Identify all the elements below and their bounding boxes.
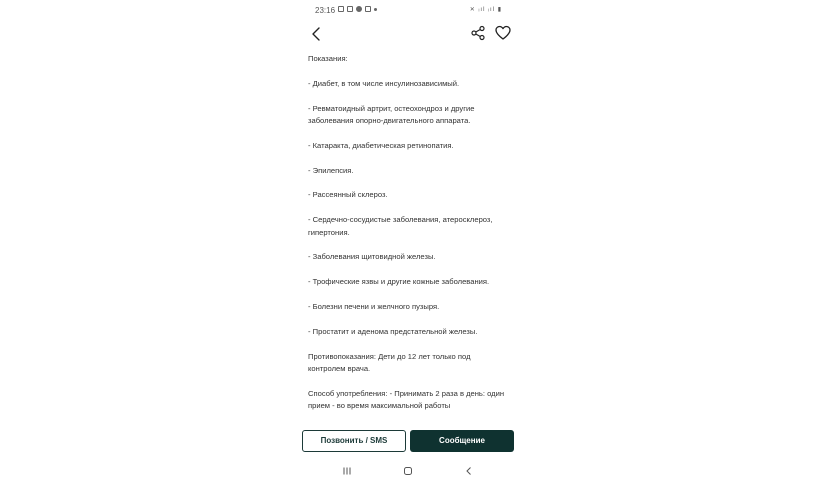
nav-back-icon bbox=[464, 466, 474, 476]
recents-icon bbox=[342, 466, 352, 476]
paragraph: - Заболевания щитовидной железы. bbox=[308, 252, 436, 262]
status-notification-icons bbox=[338, 6, 377, 12]
system-back-button[interactable] bbox=[464, 463, 474, 473]
heart-icon bbox=[494, 24, 512, 42]
description-text bbox=[308, 53, 508, 427]
call-sms-button[interactable]: Позвонить / SMS bbox=[302, 430, 406, 452]
paragraph: Способ употребления: - Принимать 2 раза в день: один прием - во время максимальной работы bbox=[308, 388, 505, 411]
status-bar bbox=[302, 0, 516, 22]
message-button[interactable]: Сообщение bbox=[410, 430, 514, 452]
share-button[interactable] bbox=[469, 24, 487, 42]
paragraph: - Ревматоидный артрит, остеохондроз и другие заболевания опорно-двигательного аппарата. bbox=[308, 103, 475, 125]
recents-button[interactable] bbox=[342, 463, 352, 473]
status-time: 23:16 bbox=[315, 6, 336, 15]
share-icon bbox=[469, 24, 487, 42]
paragraph: - Диабет, в том числе инсулинозависимый. bbox=[308, 78, 460, 88]
paragraph: - Катаракта, диабетическая ретинопатия. bbox=[308, 140, 454, 150]
status-system-icons: ✕ ᵢıl ᵢıl ▮ bbox=[469, 7, 502, 13]
favorite-button[interactable] bbox=[494, 24, 512, 42]
dot-icon bbox=[374, 8, 377, 11]
gallery-icon bbox=[338, 6, 344, 12]
paragraph: Противопоказания: Дети до 12 лет только под контролем врача. bbox=[308, 351, 471, 373]
bottom-actions bbox=[302, 430, 516, 452]
paragraph: Показания: bbox=[308, 54, 348, 63]
home-button[interactable] bbox=[403, 463, 413, 473]
back-button[interactable] bbox=[308, 25, 326, 43]
instagram-icon bbox=[365, 6, 371, 12]
app-bar bbox=[302, 22, 516, 46]
paragraph: - Эпилепсия. bbox=[308, 165, 354, 175]
home-icon bbox=[403, 466, 413, 476]
paragraph: - Трофические язвы и другие кожные заболевания. bbox=[308, 277, 490, 287]
paragraph: - Простатит и аденома предстательной железы. bbox=[308, 326, 478, 336]
back-arrow-icon bbox=[308, 25, 326, 43]
paragraph: - Сердечно-сосудистые заболевания, атеросклероз, гипертония. bbox=[308, 215, 493, 237]
paragraph: - Рассеянный склероз. bbox=[308, 190, 388, 200]
whatsapp-icon bbox=[356, 6, 362, 12]
system-nav-bar bbox=[302, 458, 516, 478]
paragraph: - Болезни печени и желчного пузыря. bbox=[308, 301, 440, 311]
photo-icon bbox=[347, 6, 353, 12]
phone-screen bbox=[302, 0, 516, 480]
